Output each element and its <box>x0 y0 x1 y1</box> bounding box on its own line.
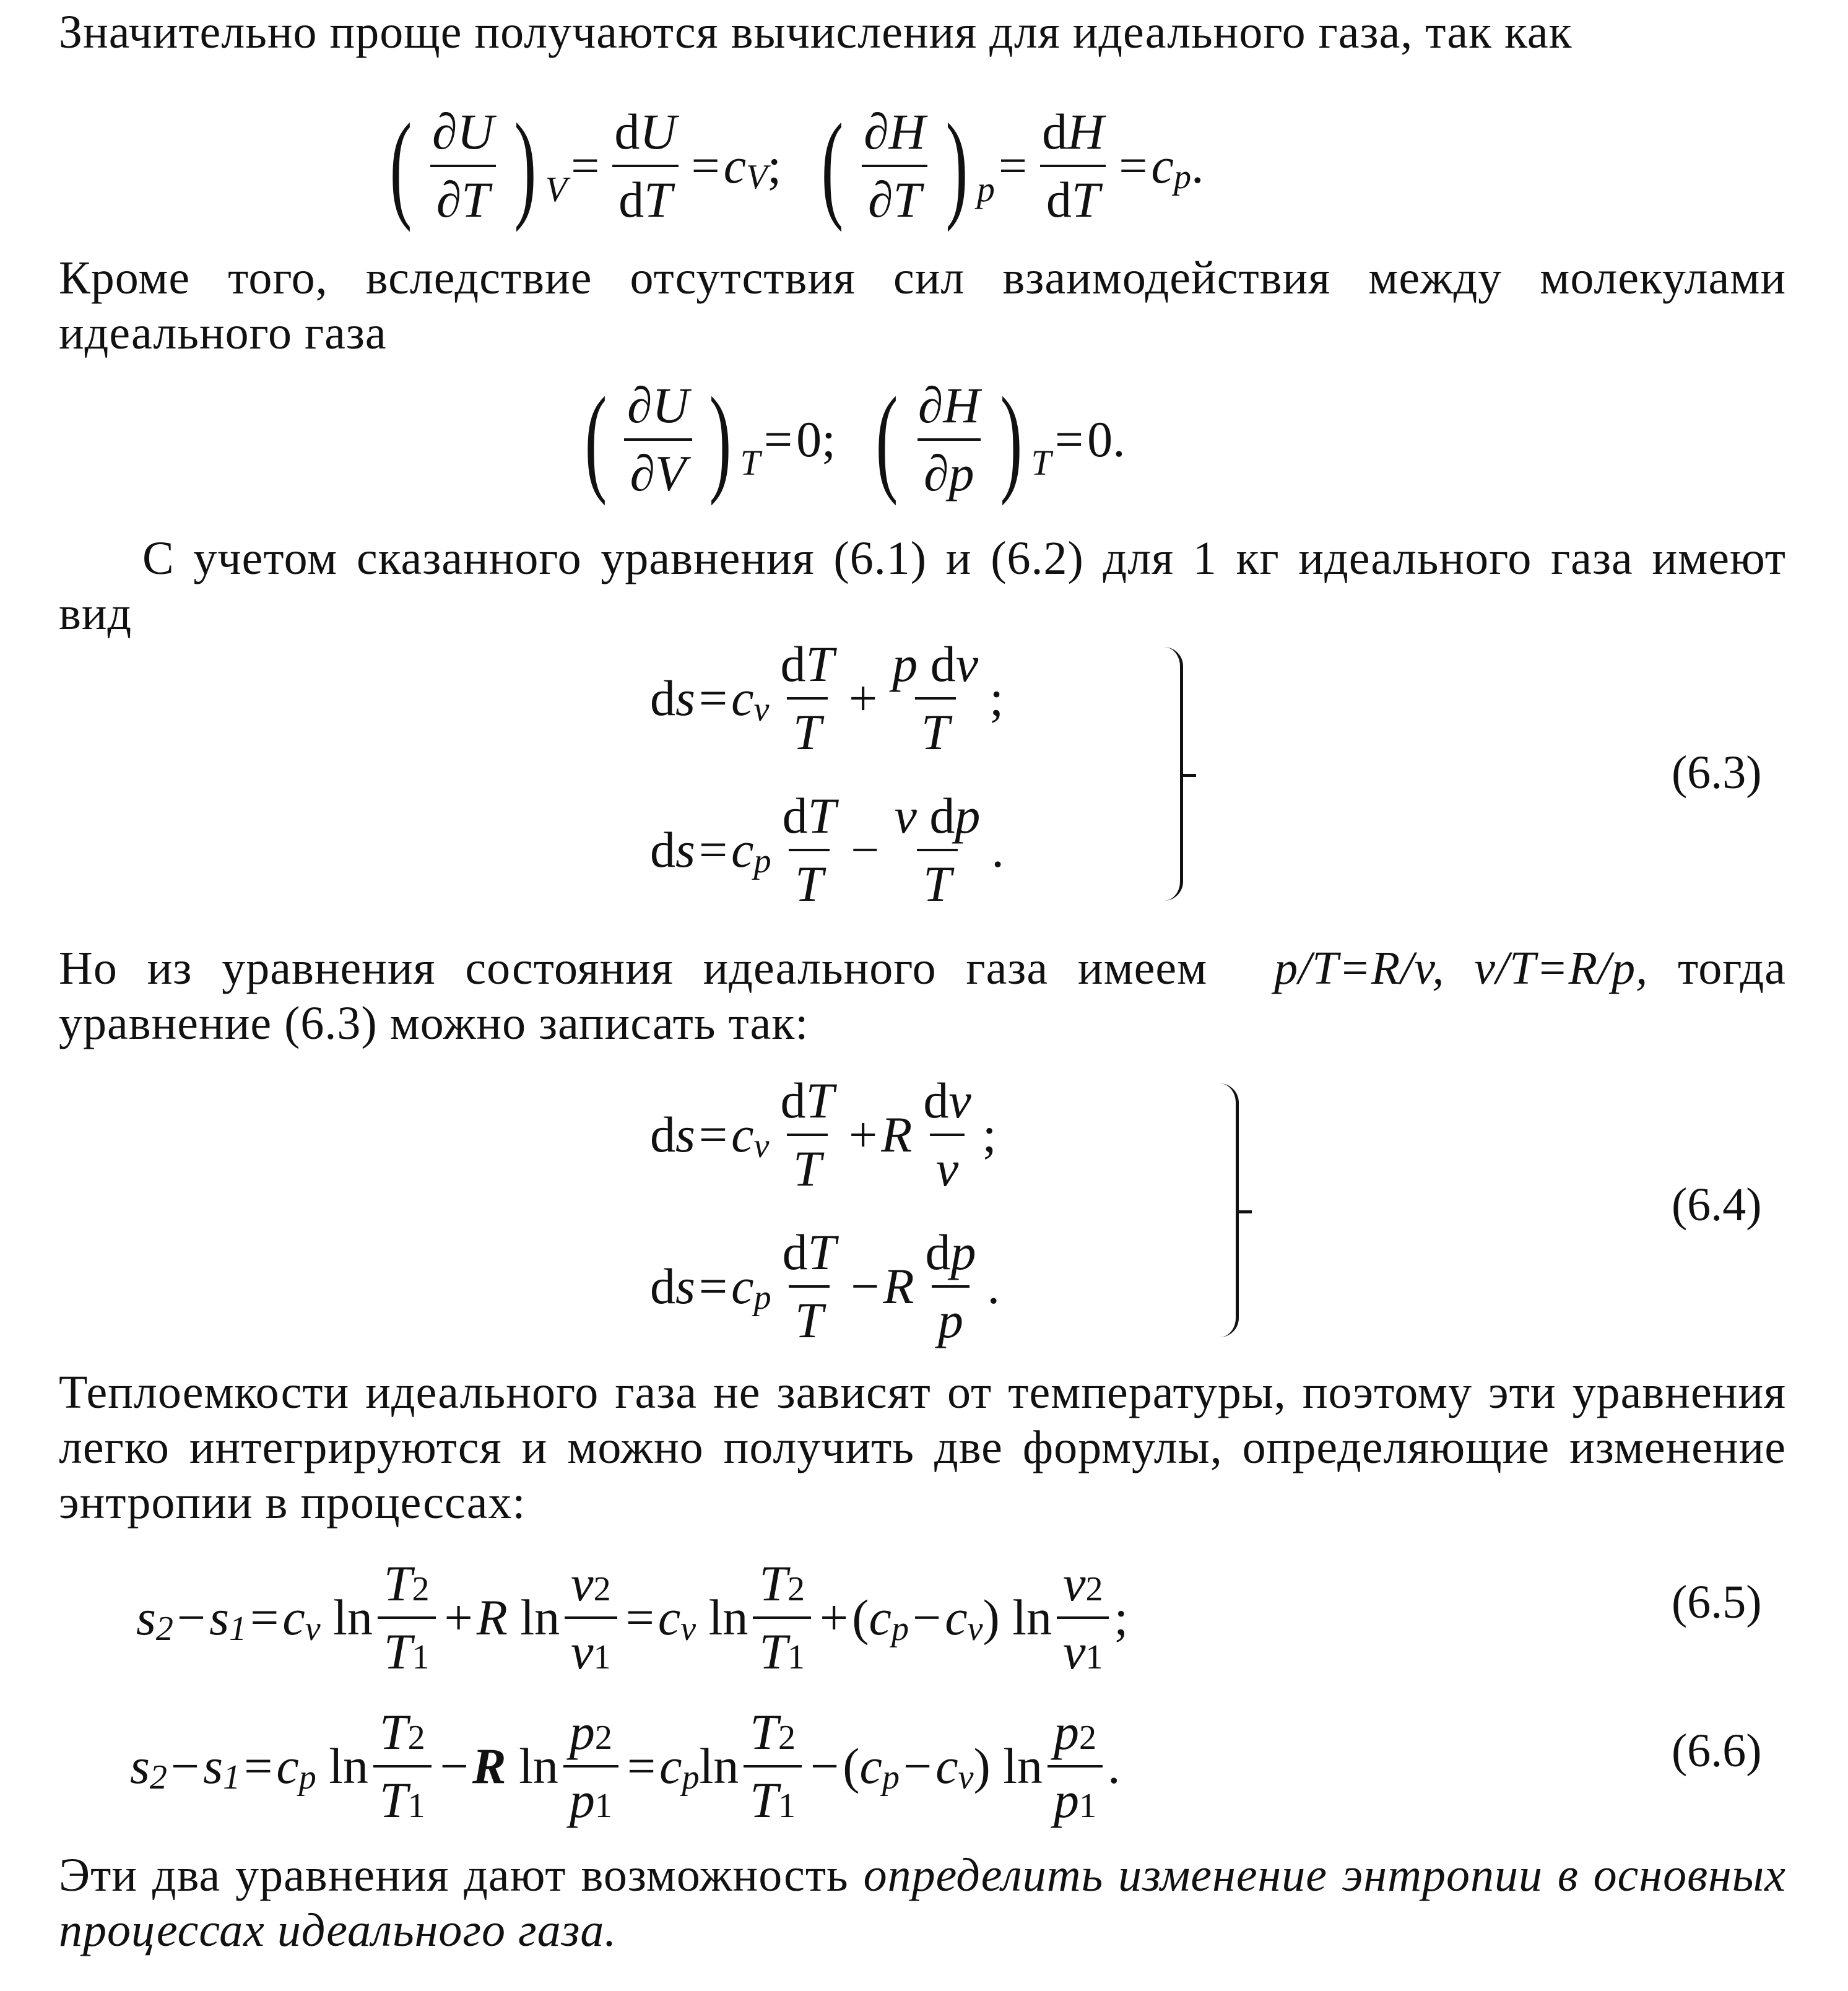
equation-6-3-line-1: d s = c v $\frac{dT}{T}$ + $\frac{\text{p dv}}{T}$ ; <box>650 636 1004 761</box>
paragraph-4-text-start: Но из уравнения состояния идеального газа имеем <box>59 942 1208 994</box>
equation-6-6-number: (6.6) <box>1672 1725 1762 1777</box>
equation-ideal-gas-zero: ( $\frac{\partial U}{\partial V}$ ) T = 0; ( $\frac{\partial H}{\partial p}$ ) T = 0. <box>584 372 1126 506</box>
equation-6-4-line-1: d s = c v $\frac{dT}{T}$ + R $\frac{dv}{v}$ ; <box>650 1072 997 1197</box>
paragraph-3: С учетом сказанного уравнения (6.1) и (6.2) для 1 кг идеального газа имеют вид <box>59 532 1786 640</box>
equation-6-5-number: (6.5) <box>1672 1576 1762 1628</box>
equation-6-3-number: (6.3) <box>1672 747 1762 799</box>
equation-6-4-line-2: d s = c p $\frac{dT}{T}$ − R $\frac{dp}{p}$ . <box>650 1224 1000 1349</box>
equation-6-4-number: (6.4) <box>1672 1179 1762 1231</box>
paragraph-6 <box>59 1848 1786 1958</box>
paragraph-4-text-end: тогда уравнение (6.3) можно записать так: <box>59 942 1787 1049</box>
paragraph-1: Значительно проще получаются вычисления для идеального газа, так как <box>59 6 1573 58</box>
paragraph-2: Кроме того, вследствие отсутствия сил взаимодействия между молекулами идеального газа <box>59 252 1786 359</box>
equation-heat-capacities: ( $\frac{\partial U}{\partial T}$ ) V = $\frac{dU}{dT}$ = c V ; ( $\frac{\partial H}{\partial T}$ ) p = $\frac{dH}{dT}$ = c p . <box>389 98 1204 233</box>
equation-6-5: s 2 − s 1 = c v ln $\frac{T2}{T1}$ + R ln $\frac{v2}{v1}$ = c v ln $\frac{T2}{T1}$ + ( c p − c v ) ln $\frac{v2}{v1}$ ; <box>136 1555 1129 1680</box>
paragraph-4-formula-1: p/T=R/v, <box>1274 942 1445 994</box>
paragraph-6-italic: определить изменение энтропии в основных процессах идеального газа. <box>59 1849 1787 1956</box>
equation-6-3-brace <box>1164 647 1183 901</box>
paragraph-4 <box>59 941 1786 1051</box>
paragraph-4-formula-2: v/T=R/p, <box>1474 942 1649 994</box>
paragraph-5: Теплоемкости идеального газа не зависят от температуры, поэтому эти уравнения легко интегрируются и можно получить две формулы, определяющие изменение энтропии в процессах: <box>59 1366 1786 1529</box>
paragraph-6-text-start: Эти два уравнения дают возможность <box>59 1849 849 1901</box>
equation-6-6: s 2 − s 1 = c p ln $\frac{T2}{T1}$ − R ln $\frac{p2}{p1}$ = c p ln $\frac{T2}{T1}$ − ( c p − c v ) ln $\frac{p2}{p1}$ . <box>130 1704 1121 1829</box>
equation-6-3-line-2: d s = c p $\frac{dT}{T}$ − $\frac{\text{v dp}}{T}$ . <box>650 787 1004 913</box>
equation-6-4-brace <box>1220 1083 1239 1337</box>
